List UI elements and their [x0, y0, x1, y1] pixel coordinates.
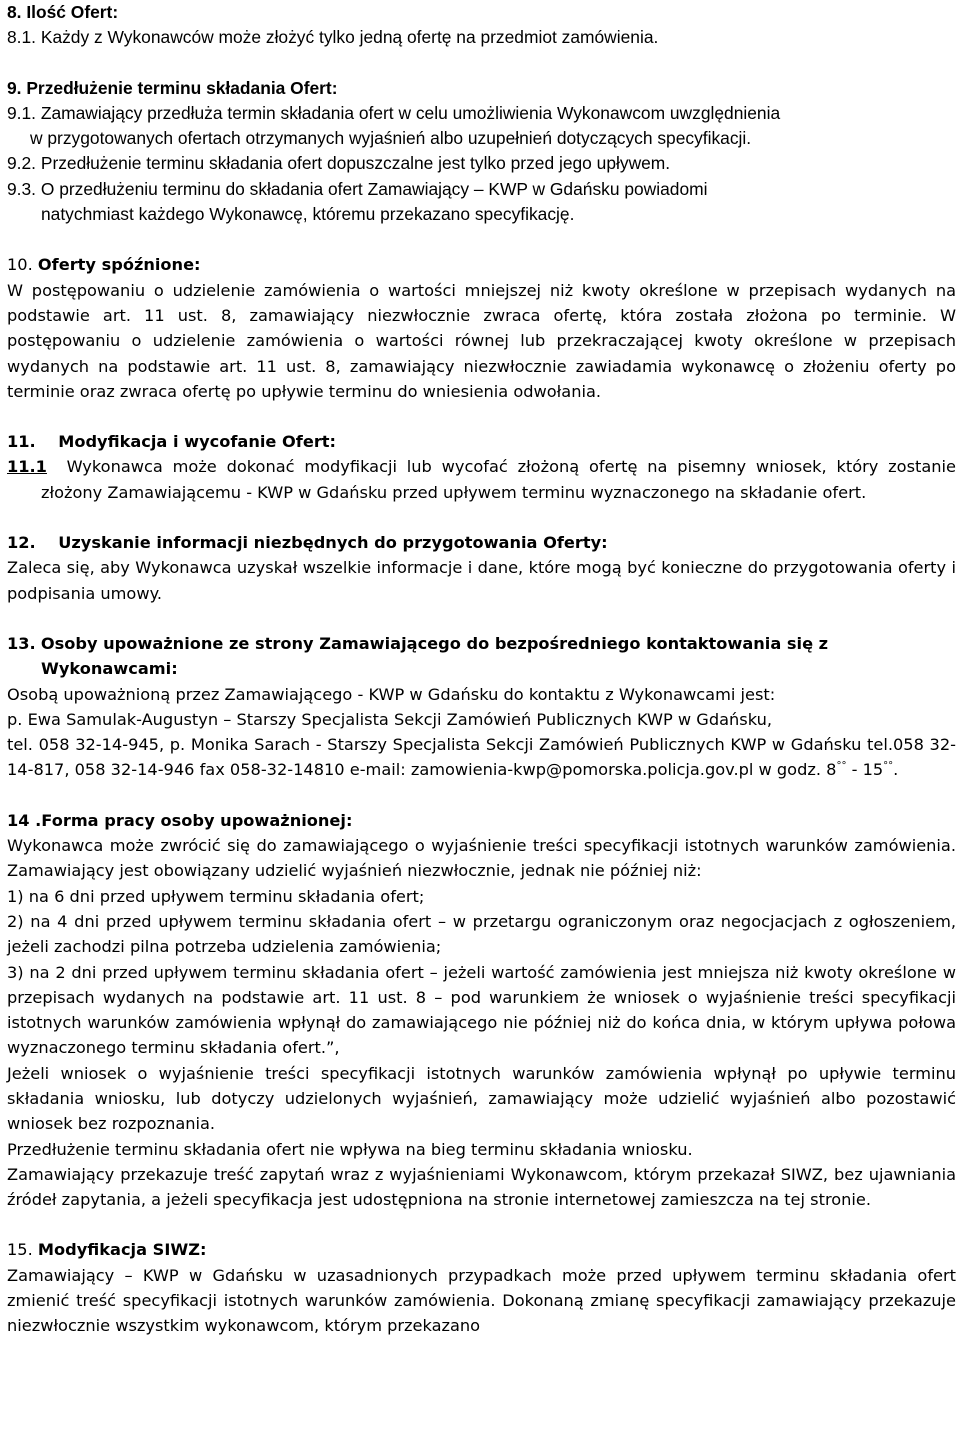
section-13: [7, 631, 956, 783]
section-14-paragraph-4: Zamawiający przekazuje treść zapytań wraz z wyjaśnieniami Wykonawcom, którym przekazał SIWZ, bez ujawniania źródeł zapytania, a jeżeli specyfikacja jest udostępniona na stronie internetowej zamieszcza na tej stronie.: [7, 1164, 956, 1210]
section-10: [7, 252, 956, 404]
spacer: [7, 505, 956, 530]
section-10-title: Oferty spóźnione:: [37, 255, 201, 275]
section-13-contact: [7, 732, 956, 783]
spacer: [7, 606, 956, 631]
paragraph-11-1-text: Wykonawca może dokonać modyfikacji lub wycofać złożoną ofertę na pisemny wniosek, który zostanie złożony Zamawiającemu - KWP w Gdańsku przed upływem terminu wyznaczonego na składanie ofert.: [41, 457, 956, 502]
section-14-paragraph-2: Jeżeli wniosek o wyjaśnienie treści specyfikacji istotnych warunków zamówienia wpłynął po upływie terminu składania wniosku, lub dotyczy udzielonych wyjaśnień, zamawiający może udzielić wyjaśnień albo pozostawić wniosek bez rozpoznania.: [7, 1063, 956, 1134]
paragraph-9-3-continued: natychmiast każdego Wykonawcę, któremu przekazano specyfikację.: [41, 204, 575, 225]
section-12-heading: 12. Uzyskanie informacji niezbędnych do przygotowania Oferty:: [7, 533, 608, 553]
spacer: [7, 227, 956, 252]
section-14-heading: 14 .Forma pracy osoby upoważnionej:: [7, 810, 353, 830]
hours-range-separator: - 15: [846, 760, 884, 780]
spacer: [7, 783, 956, 808]
section-15-number: 15.: [7, 1240, 33, 1260]
section-13-line-1: Osobą upoważnioną przez Zamawiającego - KWP w Gdańsku do kontaktu z Wykonawcami jest:: [7, 684, 776, 704]
section-13-heading: [7, 631, 956, 682]
spacer: [7, 1212, 956, 1237]
section-14-paragraph-1: Wykonawca może zwrócić się do zamawiającego o wyjaśnienie treści specyfikacji istotnych warunków zamówienia. Zamawiający jest obowiązany udzielić wyjaśnień niezwłocznie, jednak nie później niż:: [7, 836, 956, 881]
section-14: [7, 808, 956, 1213]
hours-superscript-end: °°: [883, 761, 894, 773]
paragraph-9-1: 9.1. Zamawiający przedłuża termin składania ofert w celu umożliwienia Wykonawcom uwzględnienia: [7, 102, 781, 123]
section-11: [7, 429, 956, 505]
section-9-heading: 9. Przedłużenie terminu składania Ofert:: [7, 77, 338, 98]
section-12-body: Zaleca się, aby Wykonawca uzyskał wszelkie informacje i dane, które mogą być konieczne do przygotowania oferty i podpisania umowy.: [7, 558, 956, 603]
spacer: [7, 404, 956, 429]
section-13-end: .: [893, 760, 899, 780]
section-14-item-2: 2) na 4 dni przed upływem terminu składania ofert – w przetargu ograniczonym oraz negocjacjach z ogłoszeniem, jeżeli zachodzi pilna potrzeba udzielenia zamówienia;: [7, 911, 956, 957]
section-13-number: 13.: [7, 633, 36, 653]
hours-superscript-start: °°: [836, 761, 847, 773]
section-8: [7, 0, 956, 51]
section-10-body: W postępowaniu o udzielenie zamówienia o wartości mniejszej niż kwoty określone w przepisach wydanych na podstawie art. 11 ust. 8, zamawiający niezwłocznie zwraca ofertę, która została złożona po terminie. W postępowaniu o udzielenie zamówienia o wartości równej lub przekraczającej kwoty określone w przepisach wydanych na podstawie art. 11 ust. 8, zamawiający niezwłocznie zawiadamia wykonawcę o złożeniu oferty po terminie oraz zwraca ofertę po upływie terminu do wniesienia odwołania.: [7, 280, 956, 401]
section-15: [7, 1237, 956, 1338]
section-11-heading: 11. Modyfikacja i wycofanie Ofert:: [7, 432, 337, 452]
paragraph-9-1-continued: w przygotowanych ofertach otrzymanych wyjaśnień albo uzupełnień dotyczących specyfikacji.: [30, 128, 752, 149]
section-13-line-2: p. Ewa Samulak-Augustyn – Starszy Specjalista Sekcji Zamówień Publicznych KWP w Gdańsku,: [7, 709, 773, 729]
paragraph-8-1: 8.1. Każdy z Wykonawców może złożyć tylko jedną ofertę na przedmiot zamówienia.: [7, 27, 659, 48]
section-15-body: Zamawiający – KWP w Gdańsku w uzasadnionych przypadkach może przed upływem terminu składania ofert zmienić treść specyfikacji istotnych warunków zamówienia. Dokonaną zmianę specyfikacji zamawiający przekazuje niezwłocznie wszystkim wykonawcom, którym przekazano: [7, 1265, 956, 1336]
section-14-item-3: 3) na 2 dni przed upływem terminu składania ofert – jeżeli wartość zamówienia jest mniejsza niż kwoty określone w przepisach wydanych na podstawie art. 11 ust. 8 – pod warunkiem że wniosek o wyjaśnienie treści specyfikacji istotnych warunków zamówienia wpłynął do zamawiającego nie później niż do końca dnia, w którym upływa połowa wyznaczonego terminu składania ofert.”,: [7, 962, 956, 1058]
paragraph-11-1: [7, 454, 956, 505]
paragraph-9-2: 9.2. Przedłużenie terminu składania ofert dopuszczalne jest tylko przed jego upływem.: [7, 153, 671, 174]
section-9: [7, 76, 956, 228]
section-13-contact-text: tel. 058 32-14-945, p. Monika Sarach - Starszy Specjalista Sekcji Zamówień Publicznych KWP w Gdańsku tel.058 32-14-817, 058 32-14-946 fax 058-32-14810 e-mail: zamowienia-kwp@pomorska.policja.gov.pl w godz. 8: [7, 735, 956, 780]
section-10-number: 10.: [7, 255, 33, 275]
section-14-paragraph-3: Przedłużenie terminu składania ofert nie wpływa na bieg terminu składania wniosku.: [7, 1139, 693, 1159]
section-12: [7, 530, 956, 606]
section-14-item-1: 1) na 6 dni przed upływem terminu składania ofert;: [7, 886, 425, 906]
section-13-title: Osoby upoważnione ze strony Zamawiającego do bezpośredniego kontaktowania się z Wykonawcami:: [40, 633, 829, 679]
paragraph-9-3: 9.3. O przedłużeniu terminu do składania ofert Zamawiający – KWP w Gdańsku powiadomi: [7, 178, 708, 199]
spacer: [7, 51, 956, 76]
section-15-heading: [7, 1237, 956, 1262]
section-8-heading: 8. Ilość Ofert:: [7, 2, 119, 22]
section-10-heading: [7, 252, 956, 277]
paragraph-11-1-number: 11.1: [7, 457, 47, 477]
section-15-title: Modyfikacja SIWZ:: [37, 1240, 207, 1260]
